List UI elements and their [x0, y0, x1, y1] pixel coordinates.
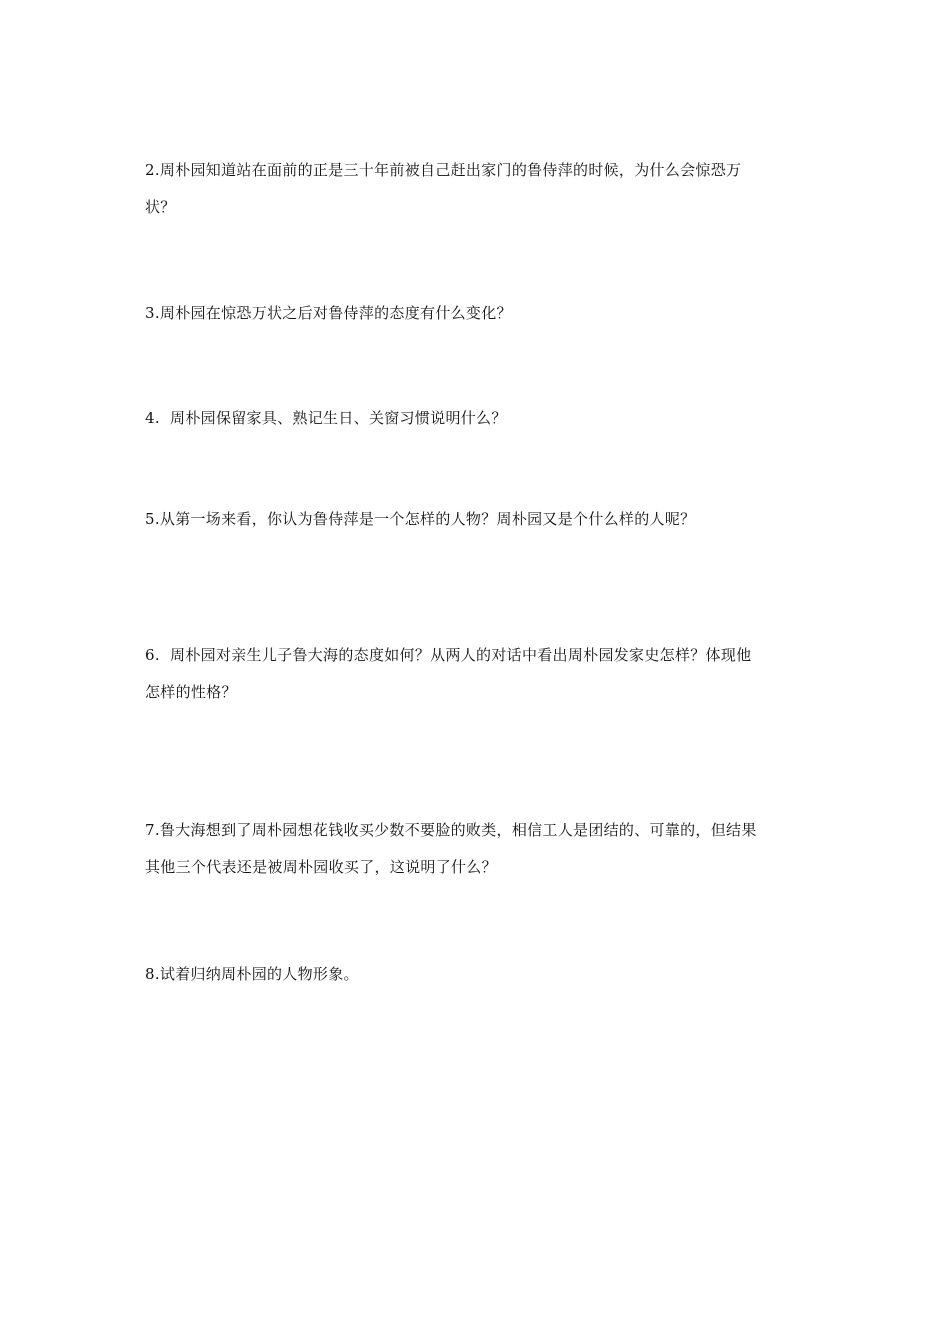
question-3-line-1: 3.周朴园在惊恐万状之后对鲁侍萍的态度有什么变化？: [145, 304, 512, 322]
question-8-line-1: 8.试着归纳周朴园的人物形象。: [145, 965, 359, 983]
question-8: [145, 956, 810, 993]
question-4: [145, 400, 810, 437]
question-2-line-2: 状？: [145, 198, 176, 216]
question-7-line-1: 7.鲁大海想到了周朴园想花钱收买少数不要脸的败类，相信工人是团结的、可靠的，但结果: [145, 821, 757, 839]
question-6-line-2: 怎样的性格？: [145, 683, 237, 701]
question-2: [145, 152, 810, 226]
question-7: [145, 812, 810, 886]
question-5-line-1: 5.从第一场来看，你认为鲁侍萍是一个怎样的人物？周朴园又是个什么样的人呢？: [145, 510, 696, 528]
question-6-line-1: 6. 周朴园对亲生儿子鲁大海的态度如何？从两人的对话中看出周朴园发家史怎样？体现他: [145, 646, 752, 664]
question-4-line-1: 4. 周朴园保留家具、熟记生日、关窗习惯说明什么？: [145, 409, 507, 427]
question-6: [145, 637, 810, 711]
question-2-line-1: 2.周朴园知道站在面前的正是三十年前被自己赶出家门的鲁侍萍的时候，为什么会惊恐万: [145, 161, 742, 179]
question-3: [145, 295, 810, 332]
question-7-line-2: 其他三个代表还是被周朴园收买了，这说明了什么？: [145, 858, 497, 876]
question-5: [145, 501, 810, 538]
